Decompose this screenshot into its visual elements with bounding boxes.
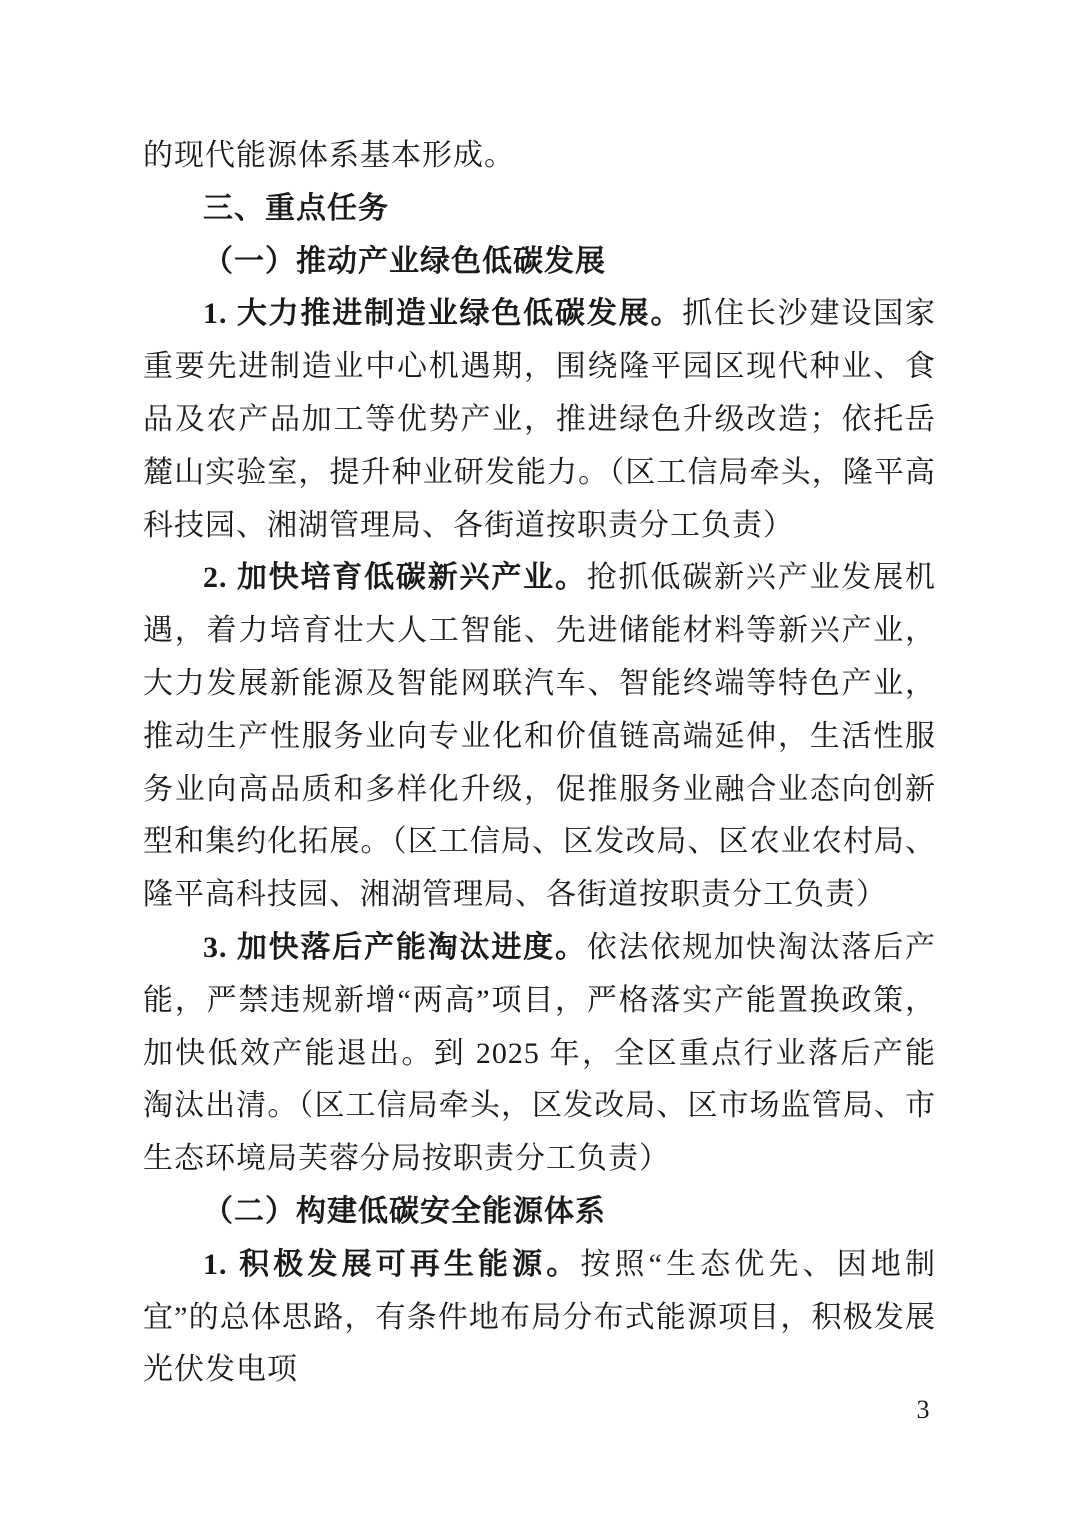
paragraph-continuation: 的现代能源体系基本形成。 — [143, 139, 515, 172]
heading-subsection-1: （一）推动产业绿色低碳发展 — [203, 244, 606, 278]
page-number: 3 — [916, 1395, 930, 1424]
item-1-1-body: 抓住长沙建设国家重要先进制造业中心机遇期，围绕隆平园区现代种业、食品及农产品加工等优势产业，推进绿色升级改造；依托岳麓山实验室，提升种业研发能力。（区工信局牵头，隆平高科技园、湘湖管理局、各街道按职责分工负责） — [143, 297, 937, 542]
paragraph-item-1-2 — [143, 552, 936, 922]
page-content — [143, 130, 936, 1397]
item-1-1-lead: 1. 大力推进制造业绿色低碳发展。 — [203, 297, 683, 331]
item-1-3-body: 依法依规加快淘汰落后产能，严禁违规新增“两高”项目，严格落实产能置换政策，加快低效产能退出。到 2025 年，全区重点行业落后产能淘汰出清。（区工信局牵头，区发改局、区市场监管局、市生态环境局芙蓉分局按职责分工负责） — [143, 930, 937, 1176]
paragraph-item-1-1 — [143, 288, 936, 552]
paragraph-item-2-1 — [143, 1239, 936, 1397]
paragraph-item-1-3 — [143, 922, 936, 1186]
item-2-1-lead: 1. 积极发展可再生能源。 — [203, 1247, 581, 1281]
heading-key-tasks: 三、重点任务 — [203, 191, 389, 225]
item-2-1-body: 按照“生态优先、因地制宜”的总体思路，有条件地布局分布式能源项目，积极发展光伏发电项 — [143, 1247, 936, 1387]
heading-subsection-2: （二）构建低碳安全能源体系 — [203, 1194, 606, 1228]
item-1-3-lead: 3. 加快落后产能淘汰进度。 — [203, 930, 587, 964]
item-1-2-body: 抢抓低碳新兴产业发展机遇，着力培育壮大人工智能、先进储能材料等新兴产业，大力发展新能源及智能网联汽车、智能终端等特色产业，推动生产性服务业向专业化和价值链高端延伸，生活性服务业向高品质和多样化升级，促推服务业融合业态向创新型和集约化拓展。（区工信局、区发改局、区农业农村局、隆平高科技园、湘湖管理局、各街道按职责分工负责） — [143, 561, 937, 912]
item-1-2-lead: 2. 加快培育低碳新兴产业。 — [203, 561, 587, 595]
